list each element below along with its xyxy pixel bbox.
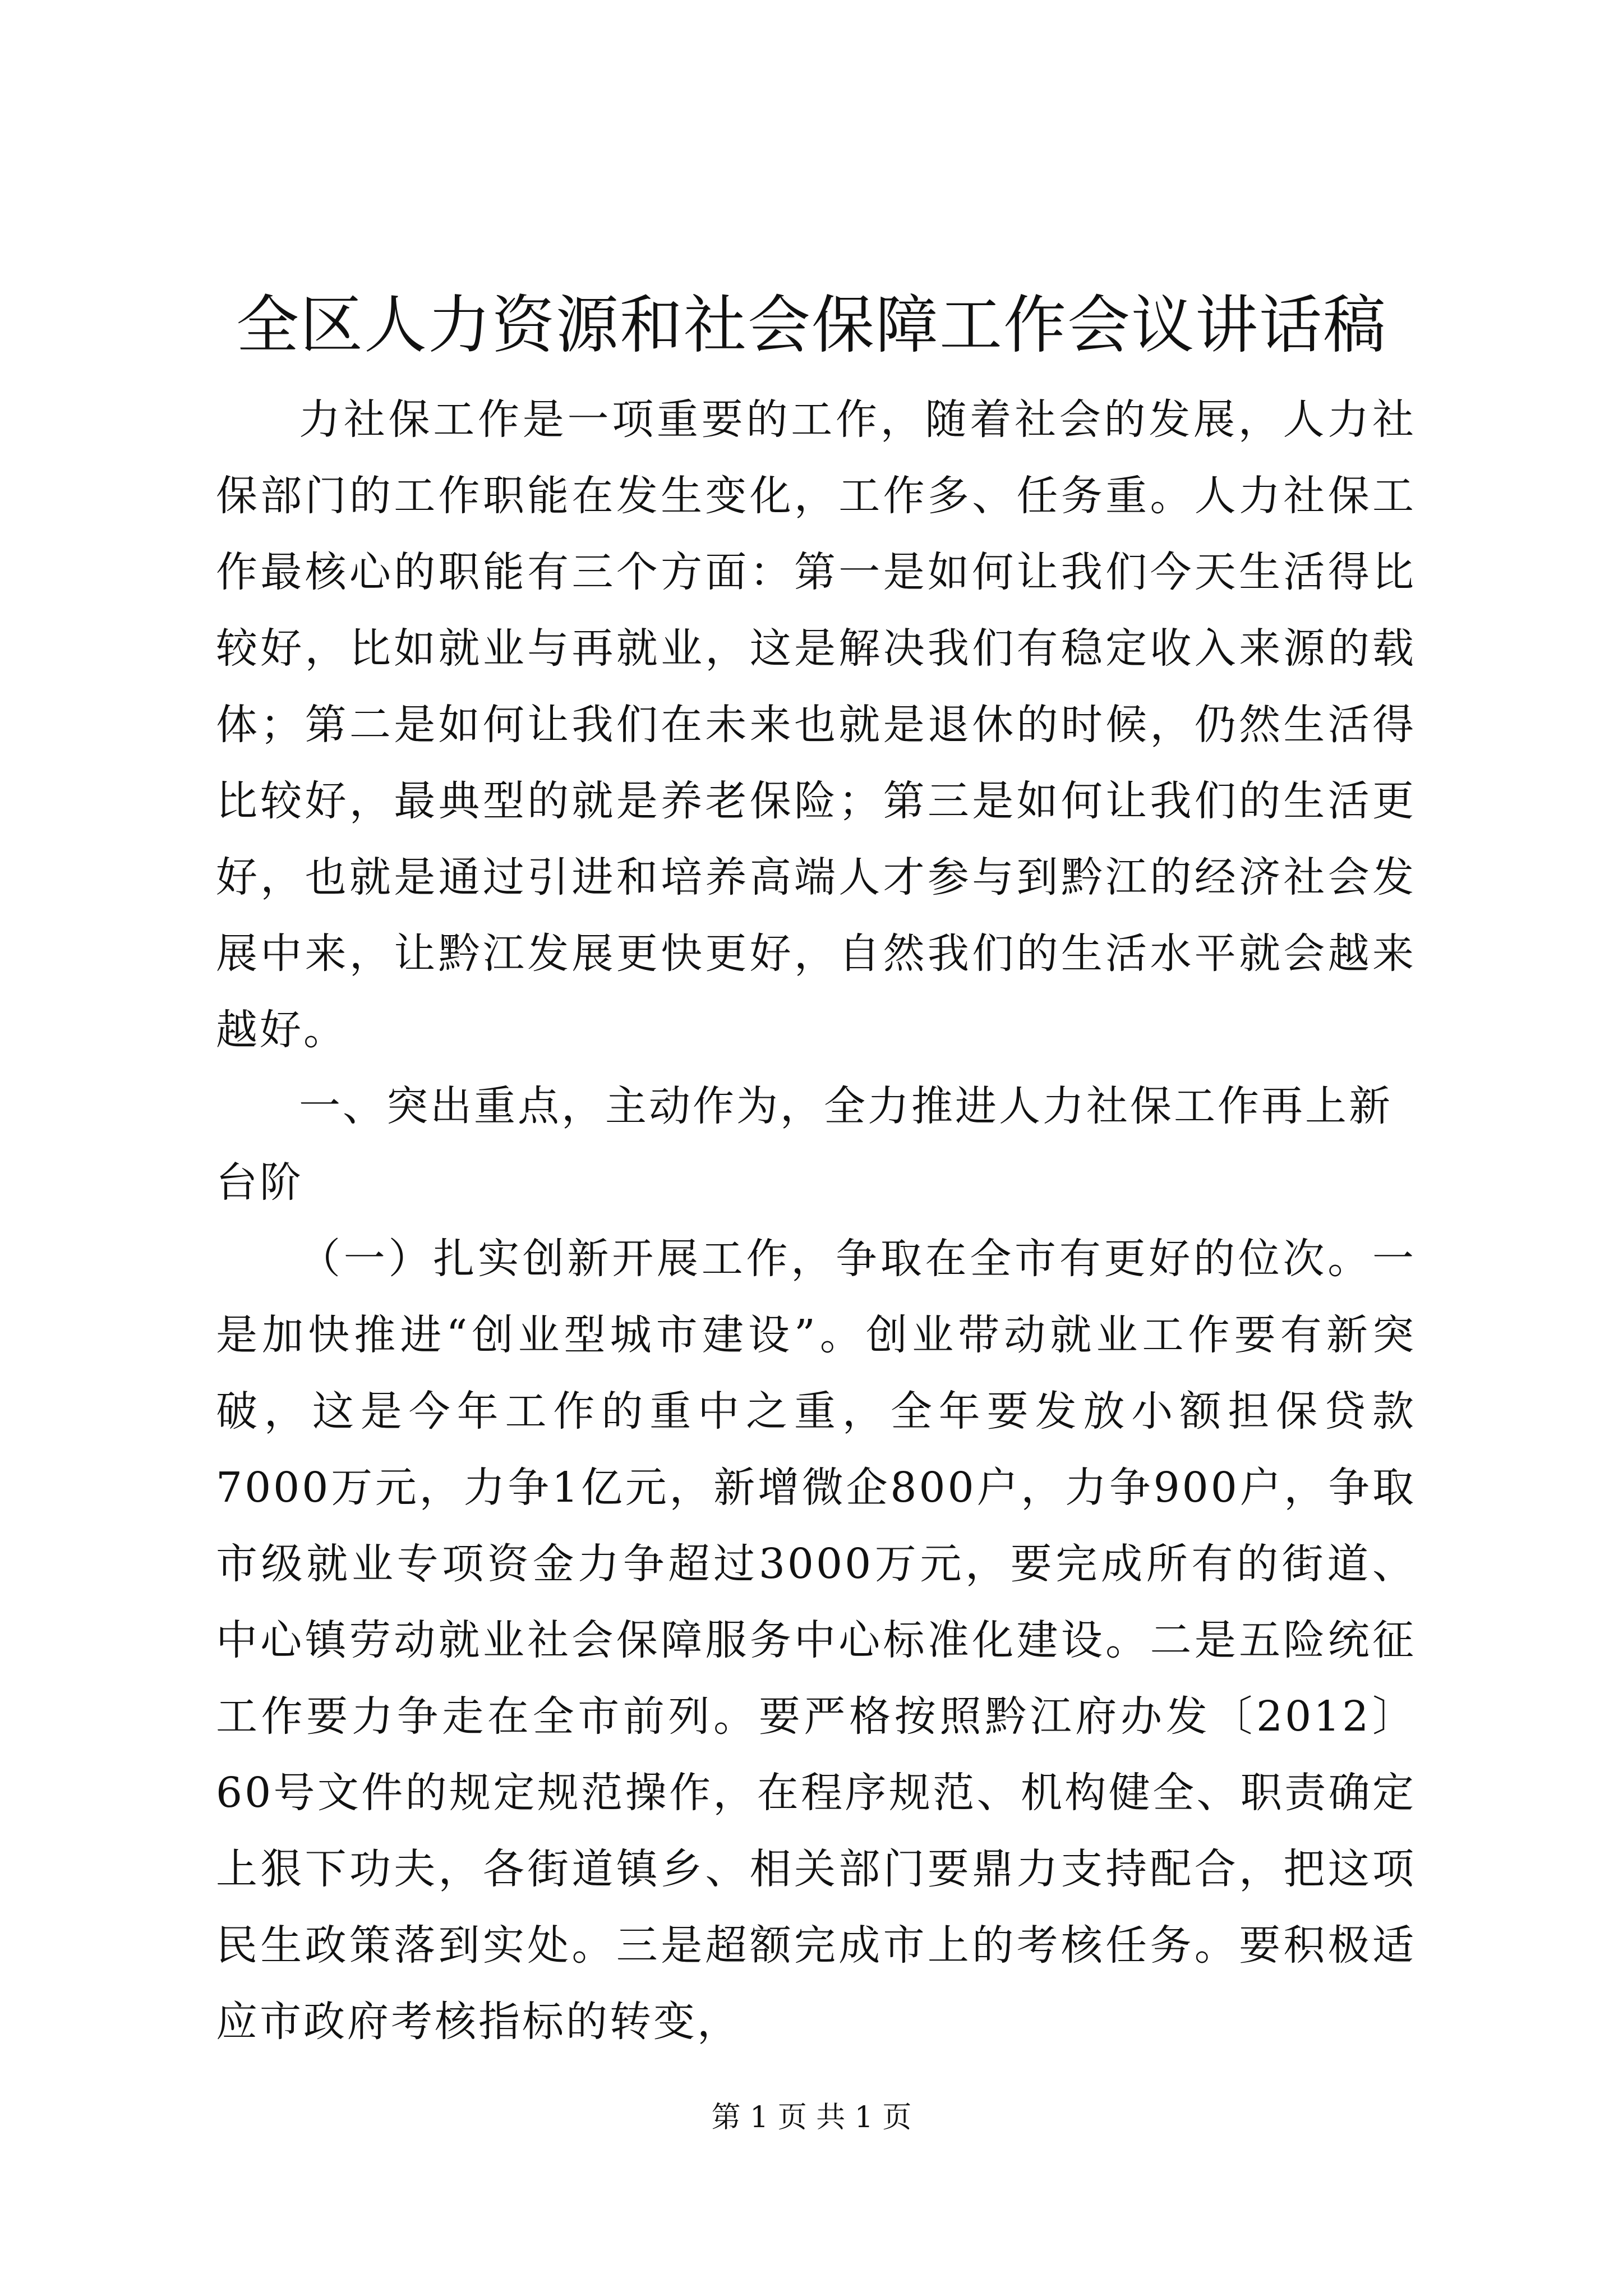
page-footer: 第 1 页 共 1 页 <box>711 2101 912 2134</box>
document-title: 全区人力资源和社会保障工作会议讲话稿 <box>236 289 1387 362</box>
section-paragraph: （一）扎实创新开展工作，争取在全市有更好的位次。一是加快推进“创业型城市建设”。创业带动就业工作要有新突破，这是今年工作的重中之重，全年要发放小额担保贷款7000万元，力争1亿元，新增微企800户，力争900户，争取市级就业专项资金力争超过3000万元，要完成所有的街道、中心镇劳动就业社会保障服务中心标准化建设。二是五险统征工作要力争走在全市前列。要严格按照黔江府办发〔2012〕60号文件的规定规范操作，在程序规范、机构健全、职责确定上狠下功夫，各街道镇乡、相关部门要鼎力支持配合，把这项民生政策落到实处。三是超额完成市上的考核任务。要积极适应市政府考核指标的转变， <box>216 1235 1416 2046</box>
intro-paragraph: 力社保工作是一项重要的工作，随着社会的发展，人力社保部门的工作职能在发生变化，工作多、任务重。人力社保工作最核心的职能有三个方面：第一是如何让我们今天生活得比较好，比如就业与再就业，这是解决我们有稳定收入来源的载体；第二是如何让我们在未来也就是退休的时候，仍然生活得比较好，最典型的就是养老保险；第三是如何让我们的生活更好，也就是通过引进和培养高端人才参与到黔江的经济社会发展中来，让黔江发展更快更好，自然我们的生活水平就会越来越好。 <box>216 395 1416 1054</box>
document-body <box>216 381 1416 2060</box>
section-heading: 一、突出重点，主动作为，全力推进人力社保工作再上新台阶 <box>216 1082 1393 1207</box>
